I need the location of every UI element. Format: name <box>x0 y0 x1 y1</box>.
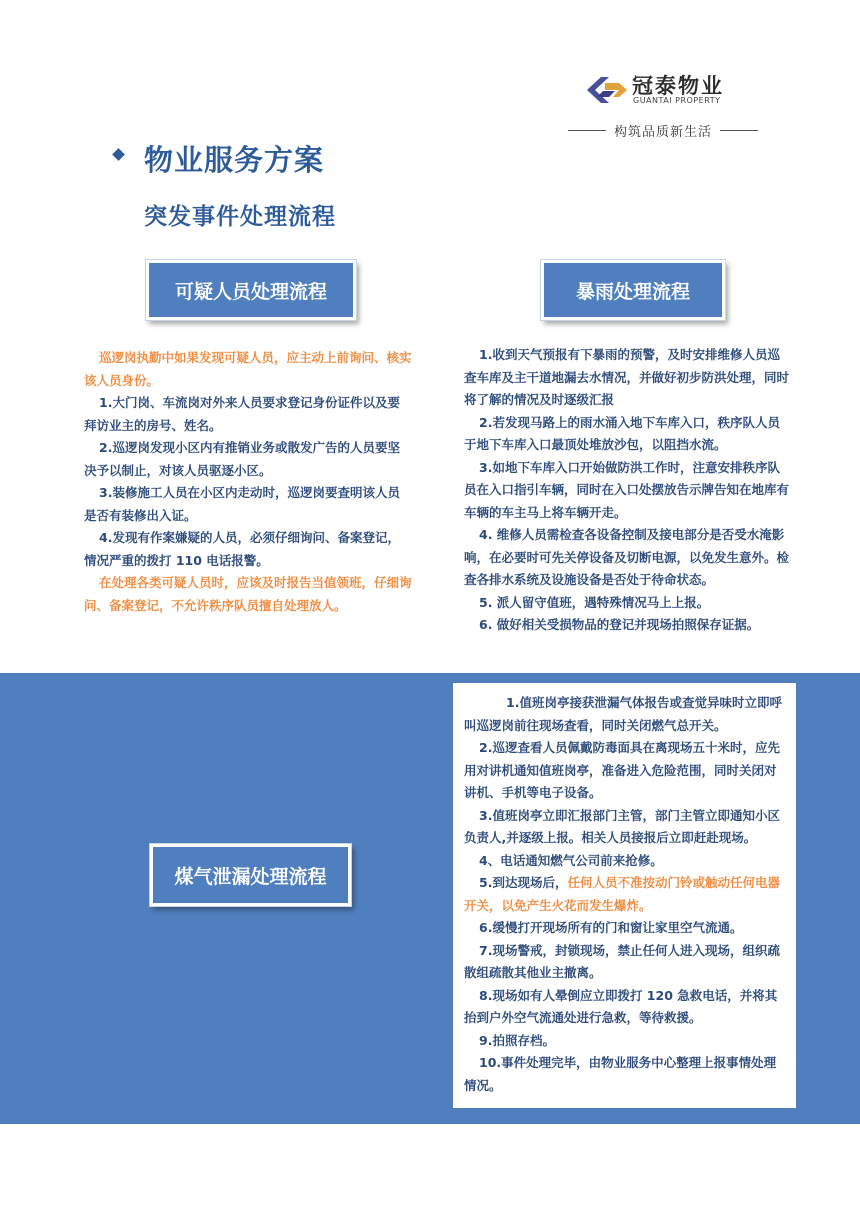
gas-item: 8.现场如有人晕倒应立即拨打 120 急救电话，并将其抬到户外空气流通处进行急救，等待救援。 <box>464 987 778 1025</box>
brand-name-en: GUANTAI PROPERTY <box>633 96 721 105</box>
gas-item: 2.巡逻查看人员佩戴防毒面具在离现场五十米时，应先用对讲机通知值班岗亭，准备进入危险范围，同时关闭对讲机、手机等电子设备。 <box>464 740 780 800</box>
gas-item: 9.拍照存档。 <box>479 1032 555 1048</box>
suspicious-note: 在处理各类可疑人员时，应该及时报告当值领班，仔细询问、备案登记，不允许秩序队员擅自处理放人。 <box>84 575 412 613</box>
gas-item-5-prefix: 5.到达现场后， <box>479 875 568 890</box>
guantai-logo-icon <box>585 73 629 107</box>
slogan-dash-left <box>568 130 606 131</box>
rainstorm-item: 4. 维修人员需检查各设备控制及接电部分是否受水淹影响，在必要时可先关停设备及切断电源，以免发生意外。检查各排水系统及设施设备是否处于待命状态。 <box>464 527 790 587</box>
gas-item: 6.缓慢打开现场所有的门和窗让家里空气流通。 <box>479 920 743 935</box>
gas-item-5 <box>464 872 788 917</box>
diamond-bullet-icon <box>112 148 125 161</box>
suspicious-heading: 可疑人员处理流程 <box>146 260 356 320</box>
brand-slogan <box>568 121 758 140</box>
slogan-dash-right <box>720 130 758 131</box>
gas-item-5-warning: 任何人员不准按动门铃或触动任何电器开关，以免产生火花而发生爆炸。 <box>464 875 780 913</box>
gas-section <box>464 692 788 1097</box>
suspicious-item: 2.巡逻岗发现小区内有推销业务或散发广告的人员要坚决予以制止，对该人员驱逐小区。 <box>84 440 400 478</box>
gas-item: 1.值班岗亭接获泄漏气体报告或查觉异味时立即呼叫巡逻岗前往现场查看，同时关闭燃气总开关。 <box>464 695 782 733</box>
slogan-text: 构筑品质新生活 <box>614 125 713 140</box>
rainstorm-item: 5. 派人留守值班，遇特殊情况马上上报。 <box>479 594 710 610</box>
gas-heading: 煤气泄漏处理流程 <box>150 844 351 906</box>
brand-name: 冠泰物业 <box>632 74 724 98</box>
rainstorm-heading: 暴雨处理流程 <box>541 260 725 320</box>
page-title: 物业服务方案 <box>144 143 325 177</box>
rainstorm-item: 1.收到天气预报有下暴雨的预警，及时安排维修人员巡查车库及主干道地漏去水情况，并做好初步防洪处理，同时将了解的情况及时逐级汇报 <box>464 347 790 407</box>
suspicious-intro: 巡逻岗执勤中如果发现可疑人员，应主动上前询问、核实该人员身份。 <box>84 350 412 388</box>
suspicious-item: 1.大门岗、车流岗对外来人员要求登记身份证件以及要拜访业主的房号、姓名。 <box>84 395 400 433</box>
rainstorm-item: 2.若发现马路上的雨水涌入地下车库入口，秩序队人员于地下车库入口最顶处堆放沙包，以阻挡水流。 <box>464 414 780 452</box>
rainstorm-item: 6. 做好相关受损物品的登记并现场拍照保存证据。 <box>479 617 760 632</box>
gas-item: 10.事件处理完毕，由物业服务中心整理上报事情处理情况。 <box>464 1055 777 1093</box>
page-subtitle: 突发事件处理流程 <box>144 204 336 230</box>
suspicious-section <box>84 347 412 617</box>
rainstorm-section <box>464 344 790 637</box>
gas-item: 7.现场警戒，封锁现场，禁止任何人进入现场，组织疏散组疏散其他业主撤离。 <box>464 942 780 980</box>
suspicious-item: 3.装修施工人员在小区内走动时，巡逻岗要查明该人员是否有装修出入证。 <box>84 485 400 523</box>
suspicious-item: 4.发现有作案嫌疑的人员，必须仔细询问、备案登记，情况严重的拨打 110 电话报警。 <box>84 530 400 568</box>
gas-item: 4、电话通知燃气公司前来抢修。 <box>479 852 663 868</box>
gas-item: 3.值班岗亭立即汇报部门主管，部门主管立即通知小区负责人,并逐级上报。相关人员接报后立即赶赴现场。 <box>464 807 780 845</box>
rainstorm-item: 3.如地下车库入口开始做防洪工作时，注意安排秩序队员在入口指引车辆，同时在入口处摆放告示牌告知在地库有车辆的车主马上将车辆开走。 <box>464 459 790 520</box>
